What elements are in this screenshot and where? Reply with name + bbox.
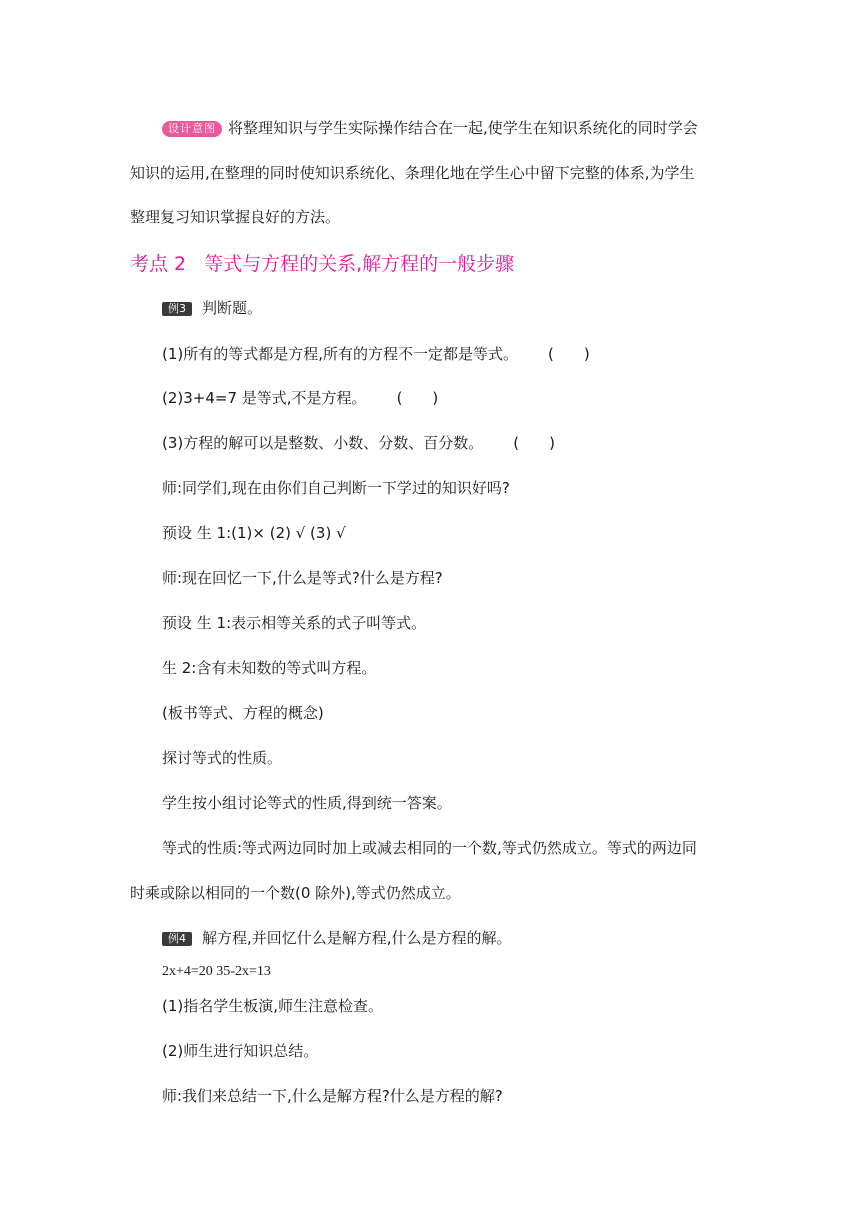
design-intent-text-1: 将整理知识与学生实际操作结合在一起,使学生在知识系统化的同时学会 — [228, 119, 698, 137]
question-3-blank: ( ) — [513, 434, 555, 452]
section-heading-label: 考点 2 — [130, 253, 187, 275]
explore-properties: 探讨等式的性质。 — [162, 749, 283, 767]
section-heading — [130, 252, 514, 276]
question-2-text: (2)3+4=7 是等式,不是方程。 — [162, 389, 367, 407]
example-4-badge: 例4 — [162, 932, 192, 946]
equation-properties-line-1: 等式的性质:等式两边同时加上或减去相同的一个数,等式仍然成立。等式的两边同 — [162, 839, 697, 857]
question-2-blank: ( ) — [396, 389, 439, 407]
design-intent-line-1 — [162, 118, 698, 138]
question-1-text: (1)所有的等式都是方程,所有的方程不一定都是等式。 — [162, 345, 519, 363]
example-4-header — [162, 928, 512, 948]
design-intent-line-3: 整理复习知识掌握良好的方法。 — [130, 208, 341, 226]
example-4-step-2: (2)师生进行知识总结。 — [162, 1042, 319, 1060]
example-3-badge: 例3 — [162, 302, 192, 316]
question-2 — [162, 388, 438, 408]
design-intent-badge: 设计意图 — [162, 121, 222, 137]
question-1 — [162, 344, 590, 364]
example-4-title: 解方程,并回忆什么是解方程,什么是方程的解。 — [202, 929, 512, 947]
teacher-prompt-2: 师:现在回忆一下,什么是等式?什么是方程? — [162, 569, 443, 587]
equation-properties-line-2: 时乘或除以相同的一个数(0 除外),等式仍然成立。 — [130, 884, 461, 902]
preset-answer-1: 预设 生 1:(1)× (2) √ (3) √ — [162, 524, 346, 542]
teacher-prompt-1: 师:同学们,现在由你们自己判断一下学过的知识好吗? — [162, 479, 510, 497]
example-3-header — [162, 298, 262, 318]
group-discussion: 学生按小组讨论等式的性质,得到统一答案。 — [162, 794, 452, 812]
question-1-blank: ( ) — [548, 345, 590, 363]
example-4-teacher-question: 师:我们来总结一下,什么是解方程?什么是方程的解? — [162, 1087, 503, 1105]
example-4-equations: 2x+4=20 35-2x=13 — [162, 964, 271, 979]
question-3-text: (3)方程的解可以是整数、小数、分数、百分数。 — [162, 434, 484, 452]
example-4-step-1: (1)指名学生板演,师生注意检查。 — [162, 997, 384, 1015]
preset-answer-2: 预设 生 1:表示相等关系的式子叫等式。 — [162, 614, 427, 632]
board-note: (板书等式、方程的概念) — [162, 704, 324, 722]
student-answer-2: 生 2:含有未知数的等式叫方程。 — [162, 659, 377, 677]
section-heading-title: 等式与方程的关系,解方程的一般步骤 — [204, 253, 515, 275]
design-intent-line-2: 知识的运用,在整理的同时使知识系统化、条理化地在学生心中留下完整的体系,为学生 — [130, 164, 695, 182]
example-3-title: 判断题。 — [202, 299, 263, 317]
question-3 — [162, 433, 555, 453]
